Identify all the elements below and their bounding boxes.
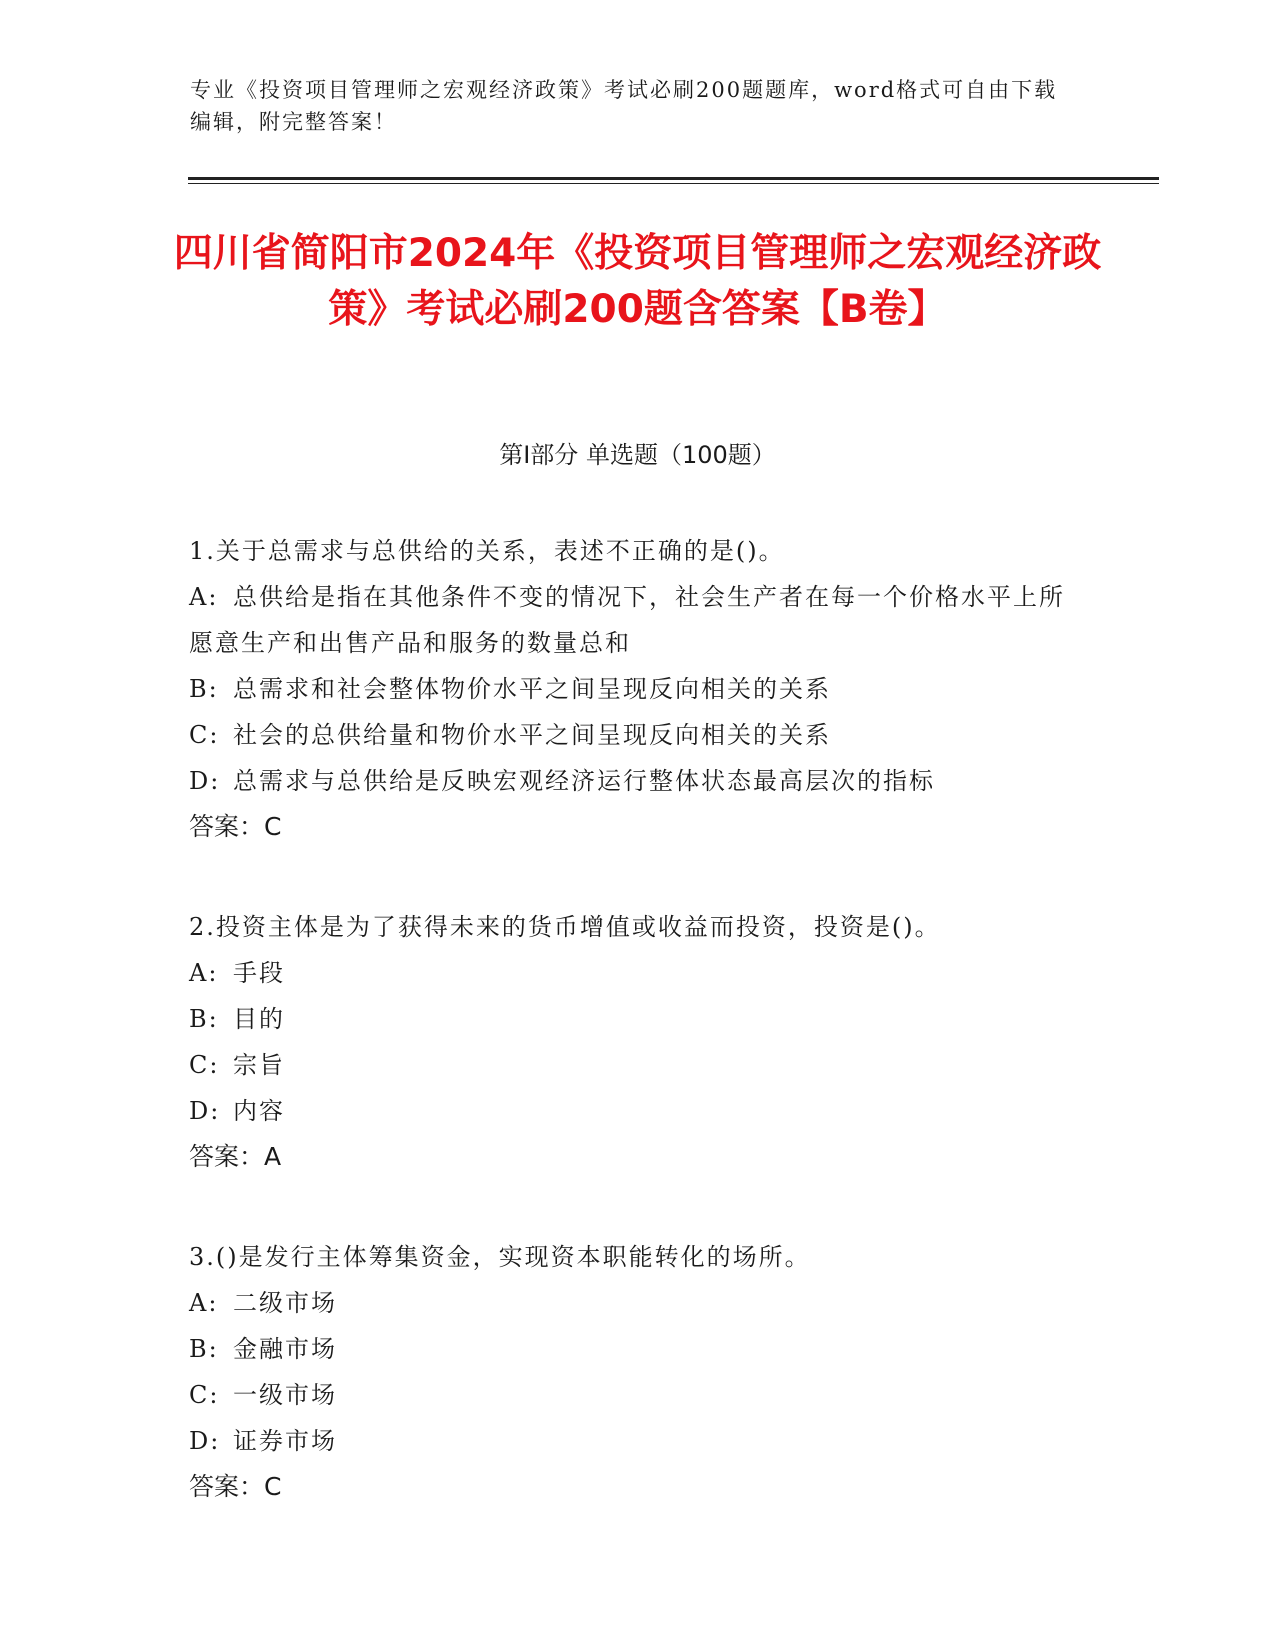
option-text: 宗旨 bbox=[233, 1051, 285, 1079]
option-b bbox=[189, 996, 1089, 1042]
header-note: 专业《投资项目管理师之宏观经济政策》考试必刷200题题库，word格式可自由下载编辑，附完整答案！ bbox=[190, 78, 1058, 134]
option-text: 证券市场 bbox=[233, 1427, 337, 1455]
option-c bbox=[189, 1372, 1089, 1418]
option-letter: A: bbox=[189, 959, 219, 987]
option-b bbox=[189, 1326, 1089, 1372]
question-3 bbox=[189, 1234, 1089, 1510]
option-text: 总供给是指在其他条件不变的情况下，社会生产者在每一个价格水平上所愿意生产和出售产品和服务的数量总和 bbox=[189, 583, 1065, 657]
option-letter: B: bbox=[189, 1335, 219, 1363]
document-title: 四川省简阳市2024年《投资项目管理师之宏观经济政策》考试必刷200题含答案【B卷】 bbox=[173, 231, 1102, 332]
option-text: 总需求与总供给是反映宏观经济运行整体状态最高层次的指标 bbox=[233, 767, 935, 795]
option-b bbox=[189, 666, 1089, 712]
section-title: 第I部分 单选题（100题） bbox=[499, 441, 776, 469]
option-letter: C: bbox=[189, 1381, 220, 1409]
option-letter: C: bbox=[189, 1051, 220, 1079]
answer: 答案：C bbox=[189, 1472, 282, 1501]
option-text: 二级市场 bbox=[233, 1289, 337, 1317]
question-1 bbox=[189, 528, 1089, 850]
option-letter: D: bbox=[189, 1097, 221, 1125]
option-c bbox=[189, 1042, 1089, 1088]
option-letter: A: bbox=[189, 1289, 219, 1317]
option-d bbox=[189, 1418, 1089, 1464]
question-text: 1.关于总需求与总供给的关系，表述不正确的是()。 bbox=[189, 537, 785, 565]
question-text: 3.()是发行主体筹集资金，实现资本职能转化的场所。 bbox=[189, 1243, 811, 1271]
option-d bbox=[189, 758, 1089, 804]
option-a bbox=[189, 1280, 1089, 1326]
option-d bbox=[189, 1088, 1089, 1134]
option-letter: B: bbox=[189, 1005, 219, 1033]
option-letter: C: bbox=[189, 721, 220, 749]
question-text: 2.投资主体是为了获得未来的货币增值或收益而投资，投资是()。 bbox=[189, 913, 941, 941]
option-a bbox=[189, 950, 1089, 996]
option-letter: A: bbox=[189, 583, 219, 611]
header-divider-thin bbox=[188, 183, 1159, 184]
question-list bbox=[189, 528, 1089, 1564]
option-c bbox=[189, 712, 1089, 758]
option-text: 内容 bbox=[233, 1097, 285, 1125]
option-text: 社会的总供给量和物价水平之间呈现反向相关的关系 bbox=[233, 721, 831, 749]
question-2 bbox=[189, 904, 1089, 1180]
answer: 答案：C bbox=[189, 812, 282, 841]
option-letter: D: bbox=[189, 767, 221, 795]
header-divider-thick bbox=[188, 177, 1159, 180]
option-text: 金融市场 bbox=[233, 1335, 337, 1363]
option-text: 目的 bbox=[233, 1005, 285, 1033]
option-letter: B: bbox=[189, 675, 219, 703]
option-text: 一级市场 bbox=[233, 1381, 337, 1409]
option-letter: D: bbox=[189, 1427, 221, 1455]
option-text: 总需求和社会整体物价水平之间呈现反向相关的关系 bbox=[233, 675, 831, 703]
option-text: 手段 bbox=[233, 959, 285, 987]
option-a bbox=[189, 574, 1089, 666]
answer: 答案：A bbox=[189, 1142, 282, 1171]
